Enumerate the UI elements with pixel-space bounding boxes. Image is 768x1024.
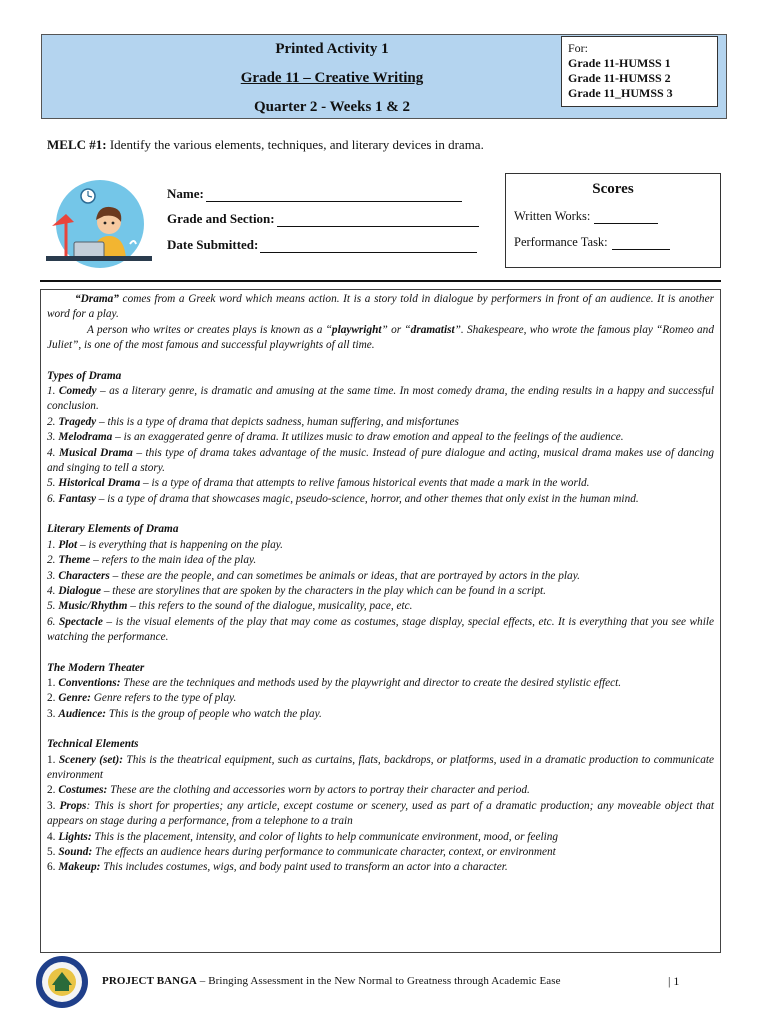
technical-item xyxy=(47,783,714,798)
types-list xyxy=(47,384,714,507)
modern-item xyxy=(47,676,714,691)
playwright-term: playwright xyxy=(331,323,382,336)
literary-item-number: 2. xyxy=(47,554,56,567)
technical-item-number: 2. xyxy=(47,784,56,797)
types-item xyxy=(47,492,714,507)
modern-item-term: Conventions: xyxy=(58,676,121,689)
written-works-blank[interactable] xyxy=(594,213,658,224)
technical-item-term: Props xyxy=(59,799,87,812)
technical-item-description: This is the theatrical equipment, such as curtains, flats, backdrops, or platforms, used in a dramatic production to communicate environment xyxy=(47,753,715,781)
literary-item-term: Spectacle xyxy=(59,615,103,628)
types-item-number: 4. xyxy=(47,446,56,459)
types-item-term: Tragedy xyxy=(58,415,97,428)
section-item: Grade 11_HUMSS 3 xyxy=(568,86,673,100)
literary-item-description: – these are the people, and can sometimes be animals or ideas, that are portrayed by actors in the play. xyxy=(109,569,580,582)
subject-title: Grade 11 – Creative Writing xyxy=(240,70,424,86)
types-item xyxy=(47,384,714,415)
performance-task-blank[interactable] xyxy=(612,239,670,250)
literary-item-term: Plot xyxy=(58,538,78,551)
types-item-description: – is an exaggerated genre of drama. It utilizes music to draw emotion and appeal to the feelings of the audience. xyxy=(112,431,624,444)
lesson-content-box xyxy=(40,289,721,953)
literary-item-description: – is everything that is happening on the play. xyxy=(77,538,283,551)
literary-list xyxy=(47,538,714,646)
literary-item xyxy=(47,538,714,553)
literary-item-term: Theme xyxy=(58,554,91,567)
technical-item-description: These are the clothing and accessories worn by actors to portray their character and period. xyxy=(107,784,530,797)
project-name: PROJECT BANGA xyxy=(102,975,197,987)
name-field[interactable]: Name : xyxy=(167,186,462,202)
activity-title: Printed Activity 1 xyxy=(275,41,389,57)
types-item xyxy=(47,446,714,477)
literary-item xyxy=(47,569,714,584)
literary-item-number: 4. xyxy=(47,584,56,597)
types-item-description: – this is a type of drama that depicts sadness, human suffering, and misfortunes xyxy=(96,415,459,428)
section-item: Grade 11-HUMSS 1 xyxy=(568,56,671,70)
types-item-description: – as a literary genre, is dramatic and amusing at the same time. In most comedy drama, the ending results in a happy and successful conclusion. xyxy=(47,385,714,413)
melc-line xyxy=(47,137,484,153)
grade-section-label: Grade and Section xyxy=(167,211,271,226)
literary-item xyxy=(47,599,714,614)
types-heading: Types of Drama xyxy=(47,369,122,382)
types-item xyxy=(47,415,714,430)
modern-item-term: Audience: xyxy=(58,707,107,720)
technical-item xyxy=(47,830,714,845)
school-seal-icon xyxy=(35,955,89,1009)
technical-item xyxy=(47,845,714,860)
intro-text-2a: A person who writes or creates plays is known as a “ xyxy=(87,323,332,336)
technical-item-number: 1. xyxy=(47,753,56,766)
types-item-description: – this type of drama takes advantage of the music. Instead of pure dialogue and acting, musical drama makes use of dancing and singing to tell a story. xyxy=(47,446,714,475)
melc-text: Identify the various elements, techniques, and literary devices in drama. xyxy=(106,137,484,152)
types-item-term: Comedy xyxy=(58,385,97,398)
technical-list xyxy=(47,753,714,876)
modern-item xyxy=(47,691,714,706)
modern-heading: The Modern Theater xyxy=(47,661,145,674)
date-blank-line[interactable] xyxy=(260,241,477,253)
literary-heading: Literary Elements of Drama xyxy=(47,523,179,536)
technical-item xyxy=(47,753,714,784)
written-works-label: Written Works: xyxy=(514,209,591,223)
literary-item-term: Dialogue xyxy=(58,584,101,597)
intro-paragraph-1 xyxy=(47,292,714,323)
literary-item-number: 6. xyxy=(47,615,56,628)
types-item-term: Musical Drama xyxy=(59,446,133,459)
performance-task-row xyxy=(514,235,670,250)
technical-item-description: : This is short for properties; any article, except costume or scenery, used as part of a dramatic production; any moveable object that appears on stage during a performance, from a telephone to a train xyxy=(47,799,714,828)
dramatist-term: dramatist xyxy=(410,323,455,336)
types-item-description: – is a type of drama that attempts to relive famous historical events that made a mark in the world. xyxy=(140,477,590,490)
technical-item-number: 5. xyxy=(47,846,56,858)
intro-text-2b: ” or “ xyxy=(381,323,411,336)
types-item-term: Melodrama xyxy=(58,431,113,444)
modern-item-description: This is the group of people who watch the play. xyxy=(106,707,322,720)
modern-item-number: 2. xyxy=(47,692,56,705)
technical-item-description: The effects an audience hears during performance to communicate character, context, or environment xyxy=(92,846,556,858)
literary-item-description: – refers to the main idea of the play. xyxy=(90,554,257,567)
grade-section-blank-line[interactable] xyxy=(277,215,479,227)
technical-item xyxy=(47,860,714,875)
types-item-number: 2. xyxy=(47,415,56,428)
technical-item-number: 4. xyxy=(47,830,56,843)
modern-item-description: These are the techniques and methods used by the playwright and director to create the desired stylistic effect. xyxy=(120,676,622,689)
literary-item-term: Characters xyxy=(58,569,110,582)
technical-item-term: Makeup: xyxy=(58,861,101,874)
technical-item-description: This includes costumes, wigs, and body paint used to transform an actor into a character. xyxy=(100,861,508,874)
types-item-number: 1. xyxy=(47,385,56,398)
intro-text-2c: ”. Shakespeare, who wrote the famous play “Romeo and Juliet”, is one of the most famous and successful playwrights of all time. xyxy=(47,323,714,352)
intro-paragraph-2 xyxy=(47,323,714,354)
footer-tagline xyxy=(102,975,561,987)
technical-item-term: Costumes: xyxy=(58,784,108,797)
types-item-number: 6. xyxy=(47,492,56,505)
literary-item-description: – is the visual elements of the play that may come as costumes, stage display, special effects, etc. It is everything that you see while watching the performance. xyxy=(47,615,714,644)
technical-item-term: Lights: xyxy=(58,830,92,843)
literary-item xyxy=(47,584,714,599)
name-label: Name xyxy=(167,186,200,201)
grade-section-field[interactable]: Grade and Section : xyxy=(167,211,479,227)
written-works-row xyxy=(514,209,658,224)
for-sections-box xyxy=(561,36,718,107)
literary-item-number: 1. xyxy=(47,538,56,551)
literary-item xyxy=(47,553,714,568)
types-item xyxy=(47,476,714,491)
types-item-number: 3. xyxy=(47,431,56,444)
types-item-term: Fantasy xyxy=(58,492,96,505)
types-item-description: – is a type of drama that showcases magic, pseudo-science, horror, and other themes that only exist in the human mind. xyxy=(95,492,639,505)
drama-term: “Drama” xyxy=(75,293,119,305)
date-submitted-field[interactable]: Date Submitted : xyxy=(167,237,477,253)
divider-line xyxy=(40,280,721,282)
literary-item-description: – these are storylines that are spoken by the characters in the play which can be found in a script. xyxy=(101,584,546,597)
scores-title: Scores xyxy=(592,181,634,197)
technical-item-number: 6. xyxy=(47,861,56,874)
intro-text-1: comes from a Greek word which means action. It is a story told in dialogue by performers in front of an audience. It is another word for a play. xyxy=(47,293,714,321)
literary-item-number: 3. xyxy=(47,569,56,582)
technical-item xyxy=(47,799,714,830)
technical-item-number: 3. xyxy=(47,799,56,812)
literary-item-number: 5. xyxy=(47,600,56,613)
modern-item xyxy=(47,707,714,722)
for-label: For: xyxy=(568,41,589,55)
modern-item-description: Genre refers to the type of play. xyxy=(90,692,237,705)
modern-item-term: Genre: xyxy=(58,692,91,705)
name-blank-line[interactable] xyxy=(206,190,462,202)
modern-list xyxy=(47,676,714,722)
types-item xyxy=(47,430,714,445)
scores-box xyxy=(505,173,721,268)
modern-item-number: 1. xyxy=(47,676,56,689)
literary-item xyxy=(47,615,714,646)
project-tagline: – Bringing Assessment in the New Normal to Greatness through Academic Ease xyxy=(196,975,561,987)
technical-heading: Technical Elements xyxy=(47,738,139,751)
melc-label: MELC #1: xyxy=(47,137,107,152)
section-item: Grade 11-HUMSS 2 xyxy=(568,71,671,85)
date-submitted-label: Date Submitted xyxy=(167,237,255,252)
modern-item-number: 3. xyxy=(47,707,56,720)
technical-item-term: Scenery (set): xyxy=(58,753,124,766)
technical-item-description: This is the placement, intensity, and color of lights to help communicate environment, mood, or feeling xyxy=(91,830,559,843)
types-item-term: Historical Drama xyxy=(58,477,141,490)
performance-task-label: Performance Task: xyxy=(514,235,608,249)
quarter-title: Quarter 2 - Weeks 1 & 2 xyxy=(253,99,411,115)
student-illustration xyxy=(44,178,156,270)
types-item-number: 5. xyxy=(47,477,56,490)
literary-item-description: – this refers to the sound of the dialogue, musicality, pace, etc. xyxy=(127,600,413,613)
technical-item-term: Sound: xyxy=(58,846,93,858)
literary-item-term: Music/Rhythm xyxy=(58,600,128,613)
page-number: | 1 xyxy=(668,974,680,988)
